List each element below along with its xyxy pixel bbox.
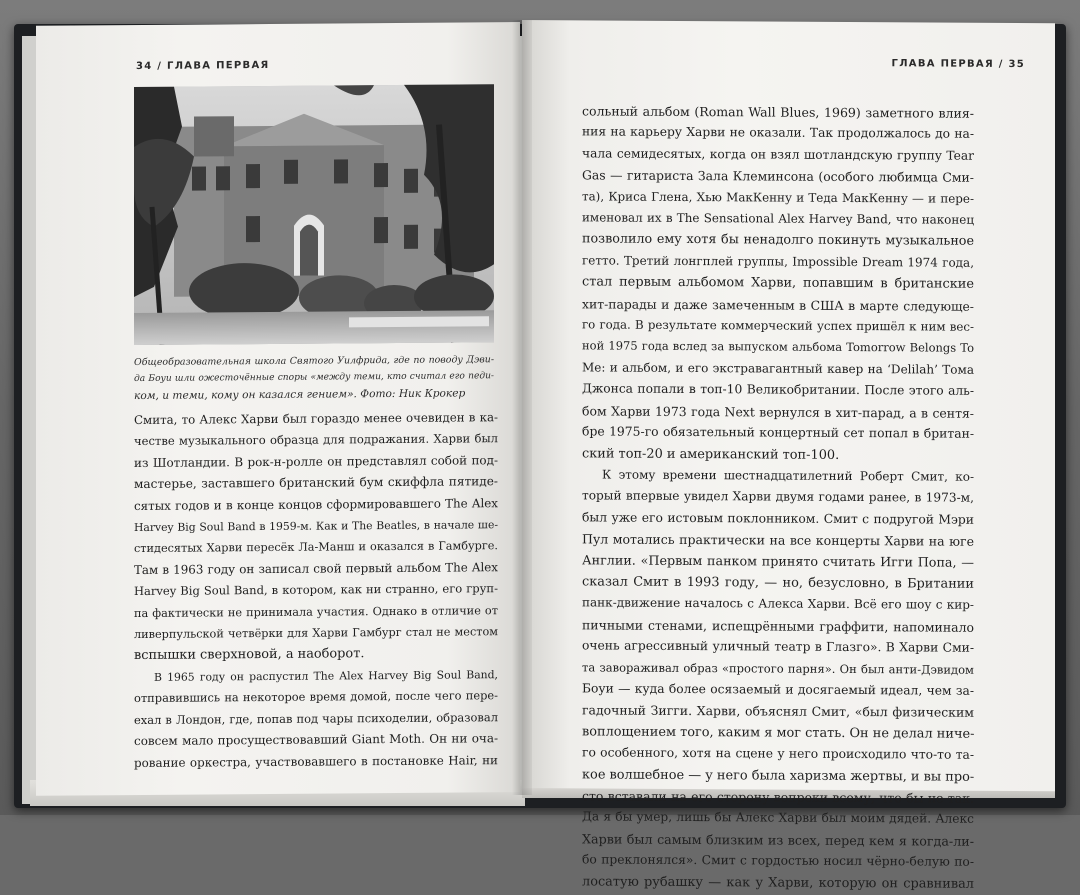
text-line: позволило ему хотя бы ненадолго покинуть музыкальное bbox=[582, 231, 974, 250]
text-line: Gas — гитариста Зала Клеминсона (особого любимца Сми- bbox=[582, 167, 974, 185]
text-line: пичными стенами, испещрёнными граффити, напоминало bbox=[582, 617, 974, 635]
left-page bbox=[36, 22, 520, 796]
text-line: па фактически не принимала участия. Однако в отличие от bbox=[134, 603, 498, 620]
text-line: торый впервые увидел Харви двумя годами ранее, в 1973-м, bbox=[582, 488, 974, 506]
text-line: ский топ-20 и американский топ-100. bbox=[582, 445, 840, 463]
right-body-text bbox=[582, 100, 974, 894]
school-photo-image bbox=[134, 84, 494, 345]
text-line: лосатую рубашку — как у Харви, которую он сравнивал bbox=[582, 873, 974, 892]
text-line: ехал в Лондон, где, попав под чары психоделии, образовал bbox=[134, 709, 498, 727]
text-line: ливерпульской четвёрки для Харви Гамбург стал не местом bbox=[134, 625, 498, 642]
left-body-text bbox=[134, 407, 498, 774]
text-line: сказал Смит в 1993 году, — но, безусловно, в Британии bbox=[582, 574, 974, 592]
text-line: чала семидесятых, когда он взял шотландскую группу Tear bbox=[582, 146, 974, 163]
school-photo bbox=[134, 84, 494, 345]
text-line: совсем мало просуществовавший Giant Moth. Он ни оча- bbox=[134, 731, 498, 749]
text-line: Да я бы умер, лишь бы Алекс Харви был моим дядей. Алекс bbox=[582, 809, 974, 827]
text-line: Англии. «Первым панком принято считать Игги Попа, — bbox=[582, 552, 974, 571]
caption-line: ком, и теми, кому он казался гением». Фото: Ник Крокер bbox=[134, 387, 466, 402]
text-line: Там в 1963 году он записал свой первый альбом The Alex bbox=[134, 560, 498, 577]
text-line: гадочный Зигги. Харви, объяснял Смит, «был физическим bbox=[582, 702, 974, 721]
text-line: го года. В результате коммерческий успех пришёл к ним вес- bbox=[582, 317, 974, 334]
text-line: вспышки сверхновой, а наоборот. bbox=[134, 646, 365, 664]
text-line: бо преклонялся». Смит с гордостью носил чёрно-белую по- bbox=[582, 852, 974, 869]
text-line: бре 1975-го обязательный концертный сет попал в британ- bbox=[582, 424, 974, 441]
photo-caption bbox=[134, 352, 494, 404]
text-line: мастерье, заставшего британский бум скиффла пятиде- bbox=[134, 474, 498, 492]
text-line: стал первым альбомом Харви, попавшим в британские bbox=[582, 274, 974, 293]
text-line: бом Харви 1973 года Next вернулся в хит-парад, а в сентя- bbox=[582, 403, 974, 421]
text-line: ния на карьеру Харви не оказали. Так продолжалось до на- bbox=[582, 124, 974, 142]
text-line: сто вставали на его сторону вопреки всему, что бы не так. bbox=[582, 788, 974, 806]
text-line: воплощением того, каким я мог стать. Он не делал ниче- bbox=[582, 724, 975, 742]
text-line: панк-движение началось с Алекса Харви. Всё его шоу с кир- bbox=[582, 595, 974, 613]
text-line: рование оркестра, участвовавшего в постановке Hair, ни bbox=[134, 752, 498, 770]
text-line: Пул мотались практически на все концерты Харви на юге bbox=[582, 531, 974, 549]
text-line: В 1965 году он распустил The Alex Harvey Big Soul Band, bbox=[154, 668, 498, 684]
text-line: Me: и альбом, и его экстравагантный кавер на ‘Delilah’ Тома bbox=[582, 360, 974, 377]
text-line: Смита, то Алекс Харви был гораздо менее очевиден в ка- bbox=[134, 410, 498, 428]
text-line: честве музыкального образца для подражания. Харви был bbox=[134, 431, 498, 449]
text-line: был уже его истовым поклонником. Смит с подругой Мэри bbox=[582, 510, 974, 527]
right-page bbox=[522, 20, 1055, 892]
left-running-head: 34 / ГЛАВА ПЕРВАЯ bbox=[136, 59, 270, 73]
text-line: Джонса попали в топ-10 Великобритании. После этого аль- bbox=[582, 381, 974, 399]
text-line: ной 1975 года вслед за выпуском альбома Tomorrow Belongs To bbox=[582, 338, 974, 356]
text-line: Harvey Big Soul Band, в котором, как ни странно, его груп- bbox=[134, 581, 498, 599]
text-line: гетто. Третий лонгплей группы, Impossible Dream 1974 года, bbox=[582, 253, 974, 270]
text-line: Боуи — куда более осязаемый и досягаемый идеал, чем за- bbox=[582, 681, 974, 698]
text-line: из Шотландии. В рок-н-ролле он представлял собой под- bbox=[134, 452, 498, 470]
caption-line: да Боуи шли ожесточённые споры «между теми, кто считал его педи- bbox=[134, 371, 494, 385]
caption-line: Общеобразовательная школа Святого Уилфрида, где по поводу Дэви- bbox=[134, 354, 494, 369]
text-line: Харви был самым близким из всех, перед кем я когда-ли- bbox=[582, 831, 974, 849]
text-line: кое волшебное — у него была харизма жертвы, и вы про- bbox=[582, 766, 975, 785]
text-line: очень агрессивный уличный театр в Глазго». В Харви Сми- bbox=[582, 638, 974, 655]
text-line: отправившись на некоторое время домой, после чего пере- bbox=[134, 688, 498, 706]
text-line: стидесятых Харви пересёк Ла-Манш и оказался в Гамбурге. bbox=[134, 539, 498, 556]
text-line: хит-парады и даже замеченным в США в марте следующе- bbox=[582, 296, 974, 314]
text-line: Harvey Big Soul Band в 1959-м. Как и The Beatles, в начале ше- bbox=[134, 518, 498, 535]
text-line: го особенного, хотя на сцене у него происходило что-то та- bbox=[582, 745, 974, 762]
text-line: К этому времени шестнадцатилетний Роберт Смит, ко- bbox=[602, 467, 974, 484]
text-line: именовал их в The Sensational Alex Harvey Band, что наконец bbox=[582, 210, 974, 227]
right-running-head: ГЛАВА ПЕРВАЯ / 35 bbox=[891, 58, 1025, 71]
text-line: та завораживал образ «простого парня». Он был анти-Дэвидом bbox=[582, 659, 974, 677]
text-line: та), Криса Глена, Хью МакКенну и Теда МакКенну — и пере- bbox=[582, 188, 974, 206]
text-line: сольный альбом (Roman Wall Blues, 1969) заметного влия- bbox=[582, 103, 974, 121]
text-line: сятых годов и в конце концов сформировавшего The Alex bbox=[134, 495, 498, 513]
